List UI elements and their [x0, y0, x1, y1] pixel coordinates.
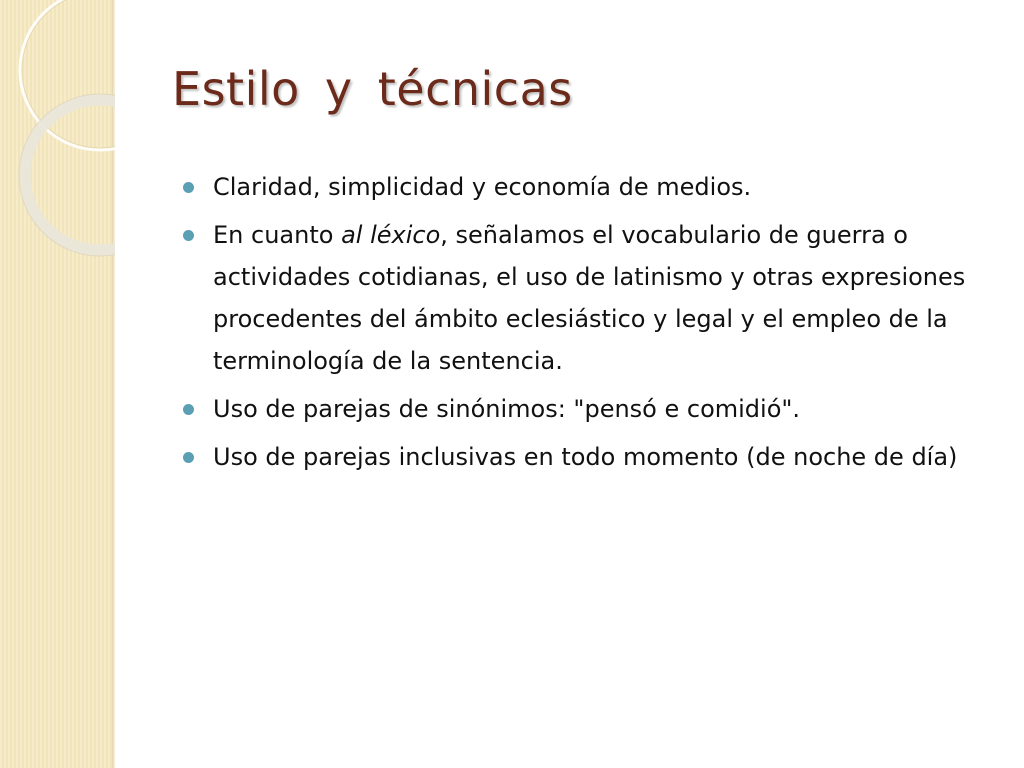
- bullet-dot-icon: [183, 452, 194, 463]
- decorative-rings-icon: [0, 0, 115, 330]
- bullet-text-italic: al léxico: [341, 221, 441, 249]
- bullet-dot-icon: [183, 230, 194, 241]
- list-item: [180, 166, 1000, 208]
- list-item: [180, 436, 1000, 478]
- bullet-text: Claridad, simplicidad y economía de medios.: [213, 173, 752, 201]
- list-item: [180, 214, 1000, 382]
- bullet-dot-icon: [183, 182, 194, 193]
- slide-title: Estilo y técnicas: [172, 62, 573, 116]
- bullet-dot-icon: [183, 404, 194, 415]
- list-item: [180, 388, 1000, 430]
- bullet-text: Uso de parejas de sinónimos: "pensó e comidió".: [213, 395, 801, 423]
- bullet-text-prefix: En cuanto: [213, 221, 342, 249]
- bullet-text: Uso de parejas inclusivas en todo momento (de noche de día): [213, 443, 958, 471]
- bullet-list: [180, 166, 1000, 484]
- bullet-text-suffix: , señalamos el vocabulario de guerra o actividades cotidianas, el uso de latinismo y otras expresiones procedentes del ámbito eclesiástico y legal y el empleo de la terminología de la sentencia.: [213, 221, 966, 375]
